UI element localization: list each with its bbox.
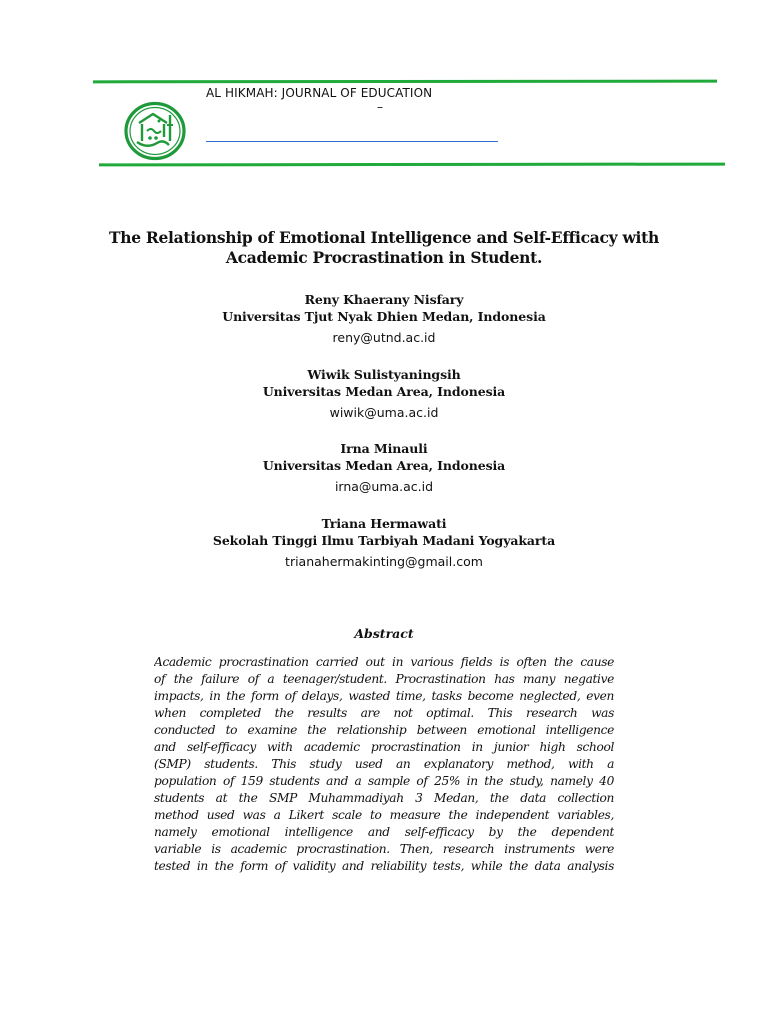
abstract-line: method used was a Likert scale to measure the independent variables,	[154, 808, 614, 822]
author-affiliation: Universitas Medan Area, Indonesia	[262, 458, 506, 473]
journal-link-underline[interactable]	[206, 141, 498, 142]
author-name: Reny Khaerany Nisfary	[304, 292, 464, 307]
author-email[interactable]: irna@uma.ac.id	[334, 479, 434, 494]
paper-title	[84, 228, 684, 268]
author-block	[84, 291, 684, 346]
author-affiliation: Universitas Medan Area, Indonesia	[262, 384, 506, 399]
abstract-body	[154, 654, 614, 875]
paper-title-line: Academic Procrastination in Student.	[225, 248, 543, 267]
author-name: Triana Hermawati	[321, 516, 447, 531]
abstract-line: Academic procrastination carried out in various fields is often the cause	[154, 655, 614, 669]
author-block	[84, 515, 684, 570]
author-block	[84, 366, 684, 421]
abstract-line: (SMP) students. This study used an explanatory method, with a	[154, 757, 614, 771]
journal-name: AL HIKMAH: JOURNAL OF EDUCATION	[206, 86, 433, 100]
abstract-line: students at the SMP Muhammadiyah 3 Medan, the data collection	[154, 791, 614, 805]
abstract-line: conducted to examine the relationship between emotional intelligence	[154, 723, 614, 737]
abstract-line: namely emotional intelligence and self-efficacy by the dependent	[154, 825, 614, 839]
header-top-rule	[93, 80, 717, 84]
abstract-line: population of 159 students and a sample of 25% in the study, namely 40	[154, 774, 614, 788]
author-affiliation: Sekolah Tinggi Ilmu Tarbiyah Madani Yogyakarta	[212, 533, 556, 548]
header-bottom-rule	[99, 163, 725, 167]
abstract-line: when completed the results are not optimal. This research was	[154, 706, 614, 720]
abstract-line: of the failure of a teenager/student. Procrastination has many negative	[154, 672, 614, 686]
author-block	[84, 440, 684, 495]
author-email[interactable]: wiwik@uma.ac.id	[329, 405, 439, 420]
author-name: Wiwik Sulistyaningsih	[307, 367, 461, 382]
journal-seal-logo-icon	[123, 101, 187, 161]
abstract-line: tested in the form of validity and reliability tests, while the data analysis	[154, 859, 614, 873]
author-affiliation: Universitas Tjut Nyak Dhien Medan, Indonesia	[222, 309, 546, 324]
abstract-line: and self-efficacy with academic procrastination in junior high school	[154, 740, 614, 754]
author-email[interactable]: reny@utnd.ac.id	[332, 330, 436, 345]
abstract-line: variable is academic procrastination. Then, research instruments were	[154, 842, 614, 856]
paper-title-line: The Relationship of Emotional Intelligence and Self-Efficacy with	[109, 228, 659, 247]
abstract-heading: Abstract	[354, 626, 414, 641]
abstract-line: impacts, in the form of delays, wasted time, tasks become neglected, even	[154, 689, 614, 703]
author-email[interactable]: trianahermakinting@gmail.com	[285, 554, 483, 569]
author-name: Irna Minauli	[340, 441, 428, 456]
journal-dash: –	[377, 100, 383, 114]
